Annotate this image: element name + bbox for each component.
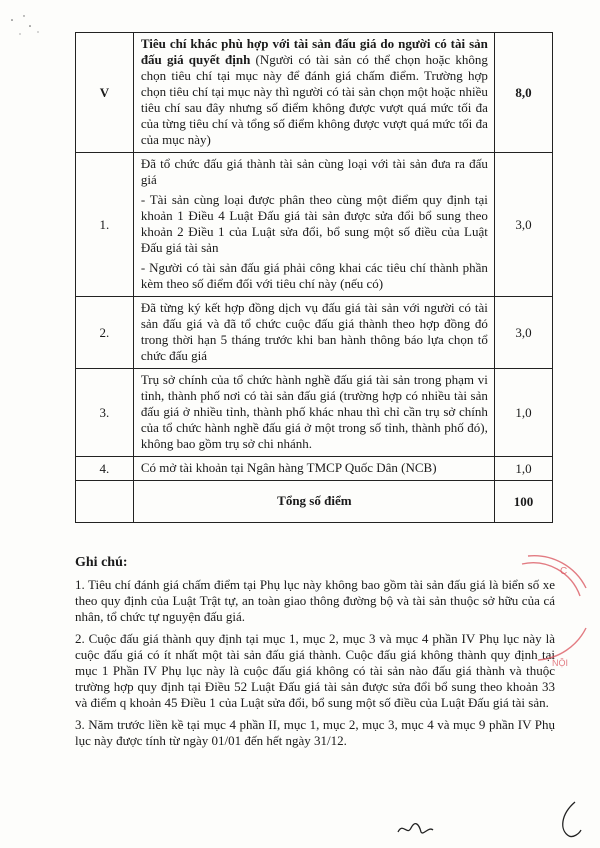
row-paragraph: Đã tổ chức đấu giá thành tài sản cùng loại với tài sản đưa ra đấu giá [140, 156, 488, 187]
row-paragraph: - Tài sản cùng loại được phân theo cùng một điểm quy định tại khoản 1 Điều 4 Luật Đấu giá tài sản được sửa đổi bổ sung theo khoản 2 Điều 1 của Luật sửa đổi, bổ sung một số điều của Luật Đấu giá tài sản [140, 192, 488, 255]
margin-signature-mark [555, 800, 585, 840]
row-number: 1. [76, 153, 134, 297]
row-number: 4. [76, 457, 134, 481]
row-description [133, 33, 494, 153]
note-item: 1. Tiêu chí đánh giá chấm điểm tại Phụ lục này không bao gồm tài sản đấu giá là biển số xe theo quy định của Luật Trật tự, an toàn giao thông đường bộ và tài sản thuộc sở hữu của cá nhân, tổ chức tự nguyện đấu giá. [75, 577, 555, 624]
row-description [133, 153, 494, 297]
criteria-table [75, 32, 553, 523]
table-row [76, 153, 553, 297]
stamp-fragment: NỘI [552, 658, 569, 668]
table-row [76, 33, 553, 153]
row-number: 3. [76, 369, 134, 457]
stamp-fragment: C [560, 566, 568, 577]
row-score: 1,0 [494, 369, 552, 457]
note-item: 3. Năm trước liền kề tại mục 4 phần II, mục 1, mục 2, mục 3, mục 4 và mục 9 phần IV Phụ lục này được tính từ ngày 01/01 đến hết ngày 31/12. [75, 717, 555, 748]
row-text: (Người có tài sản có thể chọn hoặc không chọn tiêu chí tại mục này để đánh giá chấm điểm. Trường hợp chọn tiêu chí tại mục này thì người có tài sản chọn một hoặc nhiều tiêu chí sau đây nhưng số điểm không được vượt quá mức tối đa của từng tiêu chí và tổng số điểm không được vượt quá mức tối đa của mục này) [140, 52, 488, 147]
row-description: Trụ sở chính của tổ chức hành nghề đấu giá tài sản trong phạm vi tỉnh, thành phố nơi có tài sản đấu giá (trường hợp có nhiều tài sản đấu giá ở nhiều tỉnh, thành phố khác nhau thì chỉ cần trụ sở chính của tổ chức hành nghề đấu giá ở một trong số tỉnh, thành phố đó), không bao gồm trụ sở chi nhánh. [133, 369, 494, 457]
scan-specks [8, 12, 48, 42]
note-item: 2. Cuộc đấu giá thành quy định tại mục 1, mục 2, mục 3 và mục 4 phần IV Phụ lục này là cuộc đấu giá có ít nhất một tài sản đấu giá thành. Cuộc đấu giá không thành quy định tại mục 1 Phần IV Phụ lục này là cuộc đấu giá không có tài sản nào đấu giá thành và thuộc trường hợp quy định tại Điều 52 Luật Đấu giá tài sản được sửa đổi bổ sung theo khoản 33 và điểm q khoản 45 Điều 1 của Luật sửa đổi, bổ sung một số điều của Luật Đấu giá tài sản. [75, 631, 555, 710]
row-title: Tiêu chí khác phù hợp với tài sản đấu giá do người có tài sản đấu giá quyết định [140, 36, 488, 67]
table-row [76, 297, 553, 369]
row-number: 2. [76, 297, 134, 369]
row-paragraph: - Người có tài sản đấu giá phải công khai các tiêu chí thành phần kèm theo số điểm đối với tiêu chí này (nếu có) [140, 260, 488, 291]
row-score: 8,0 [494, 33, 552, 153]
row-score: 3,0 [494, 153, 552, 297]
total-label: Tổng số điểm [133, 481, 494, 523]
initials-signature [395, 820, 435, 838]
row-description: Đã từng ký kết hợp đồng dịch vụ đấu giá tài sản với người có tài sản đấu giá và đã tổ chức cuộc đấu giá thành theo hợp đồng đó trong thời hạn 5 tháng trước khi ban hành thông báo lựa chọn tổ chức đấu giá [133, 297, 494, 369]
row-number: V [76, 33, 134, 153]
table-row [76, 457, 553, 481]
row-score: 1,0 [494, 457, 552, 481]
total-score: 100 [494, 481, 552, 523]
row-score: 3,0 [494, 297, 552, 369]
notes-section [75, 555, 555, 755]
row-description: Có mở tài khoản tại Ngân hàng TMCP Quốc Dân (NCB) [133, 457, 494, 481]
table-row [76, 369, 553, 457]
total-empty-cell [76, 481, 134, 523]
total-row [76, 481, 553, 523]
notes-heading: Ghi chú: [75, 555, 128, 570]
red-seal-stamp [508, 548, 588, 678]
